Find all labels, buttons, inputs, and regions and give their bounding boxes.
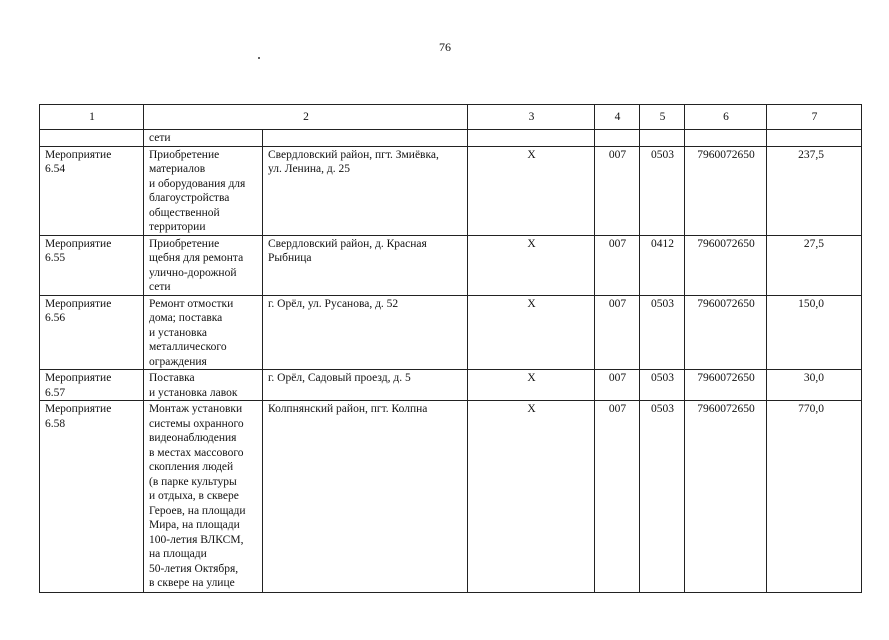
code-a-cell: 007: [595, 235, 640, 295]
table-row: [40, 235, 862, 295]
header-col-1: 1: [40, 105, 144, 130]
location-cell: г. Орёл, ул. Русанова, д. 52: [263, 295, 468, 370]
page-number: 76: [439, 40, 451, 54]
code-c-cell: 7960072650: [685, 235, 767, 295]
table-row: [40, 146, 862, 235]
code-b-cell: 0503: [640, 295, 685, 370]
continuation-code-c: [685, 130, 767, 147]
description-cell: Приобретение материалов и оборудования для благоустройства общественной территории: [144, 146, 263, 235]
code-c-cell: 7960072650: [685, 370, 767, 401]
measure-cell: Мероприятие 6.56: [40, 295, 144, 370]
mark-cell: Х: [468, 295, 595, 370]
measure-cell: Мероприятие 6.58: [40, 401, 144, 593]
mark-cell: Х: [468, 370, 595, 401]
budget-table: [39, 104, 862, 593]
continuation-measure: [40, 130, 144, 147]
code-c-cell: 7960072650: [685, 295, 767, 370]
amount-cell: 770,0: [767, 401, 862, 593]
code-b-cell: 0503: [640, 146, 685, 235]
location-cell: Свердловский район, пгт. Змиёвка, ул. Ленина, д. 25: [263, 146, 468, 235]
mark-cell: Х: [468, 146, 595, 235]
scan-speck: [258, 57, 260, 59]
mark-cell: Х: [468, 401, 595, 593]
continuation-location: [263, 130, 468, 147]
code-c-cell: 7960072650: [685, 401, 767, 593]
measure-cell: Мероприятие 6.55: [40, 235, 144, 295]
code-b-cell: 0503: [640, 401, 685, 593]
location-cell: Свердловский район, д. Красная Рыбница: [263, 235, 468, 295]
continuation-row: [40, 130, 862, 147]
code-a-cell: 007: [595, 295, 640, 370]
code-a-cell: 007: [595, 370, 640, 401]
table-row: [40, 370, 862, 401]
header-col-4: 4: [595, 105, 640, 130]
header-col-6: 6: [685, 105, 767, 130]
measure-cell: Мероприятие 6.57: [40, 370, 144, 401]
description-cell: Ремонт отмостки дома; поставка и установка металлического ограждения: [144, 295, 263, 370]
continuation-code-b: [640, 130, 685, 147]
code-a-cell: 007: [595, 146, 640, 235]
description-cell: Монтаж установки системы охранного видеонаблюдения в местах массового скопления людей (в парке культуры и отдыха, в сквере Героев, на площади Мира, на площади 100-летия ВЛКСМ, на площади 50-летия Октября, в сквере на улице: [144, 401, 263, 593]
amount-cell: 150,0: [767, 295, 862, 370]
header-col-3: 3: [468, 105, 595, 130]
continuation-description: сети: [144, 130, 263, 147]
header-col-7: 7: [767, 105, 862, 130]
code-c-cell: 7960072650: [685, 146, 767, 235]
continuation-mark: [468, 130, 595, 147]
code-a-cell: 007: [595, 401, 640, 593]
amount-cell: 237,5: [767, 146, 862, 235]
location-cell: Колпнянский район, пгт. Колпна: [263, 401, 468, 593]
table-row: [40, 401, 862, 593]
description-cell: Поставка и установка лавок: [144, 370, 263, 401]
header-col-2: 2: [144, 105, 468, 130]
amount-cell: 27,5: [767, 235, 862, 295]
table-row: [40, 295, 862, 370]
code-b-cell: 0412: [640, 235, 685, 295]
continuation-code-a: [595, 130, 640, 147]
code-b-cell: 0503: [640, 370, 685, 401]
location-cell: г. Орёл, Садовый проезд, д. 5: [263, 370, 468, 401]
mark-cell: Х: [468, 235, 595, 295]
amount-cell: 30,0: [767, 370, 862, 401]
header-col-5: 5: [640, 105, 685, 130]
continuation-amount: [767, 130, 862, 147]
measure-cell: Мероприятие 6.54: [40, 146, 144, 235]
description-cell: Приобретение щебня для ремонта улично-дорожной сети: [144, 235, 263, 295]
header-row: [40, 105, 862, 130]
